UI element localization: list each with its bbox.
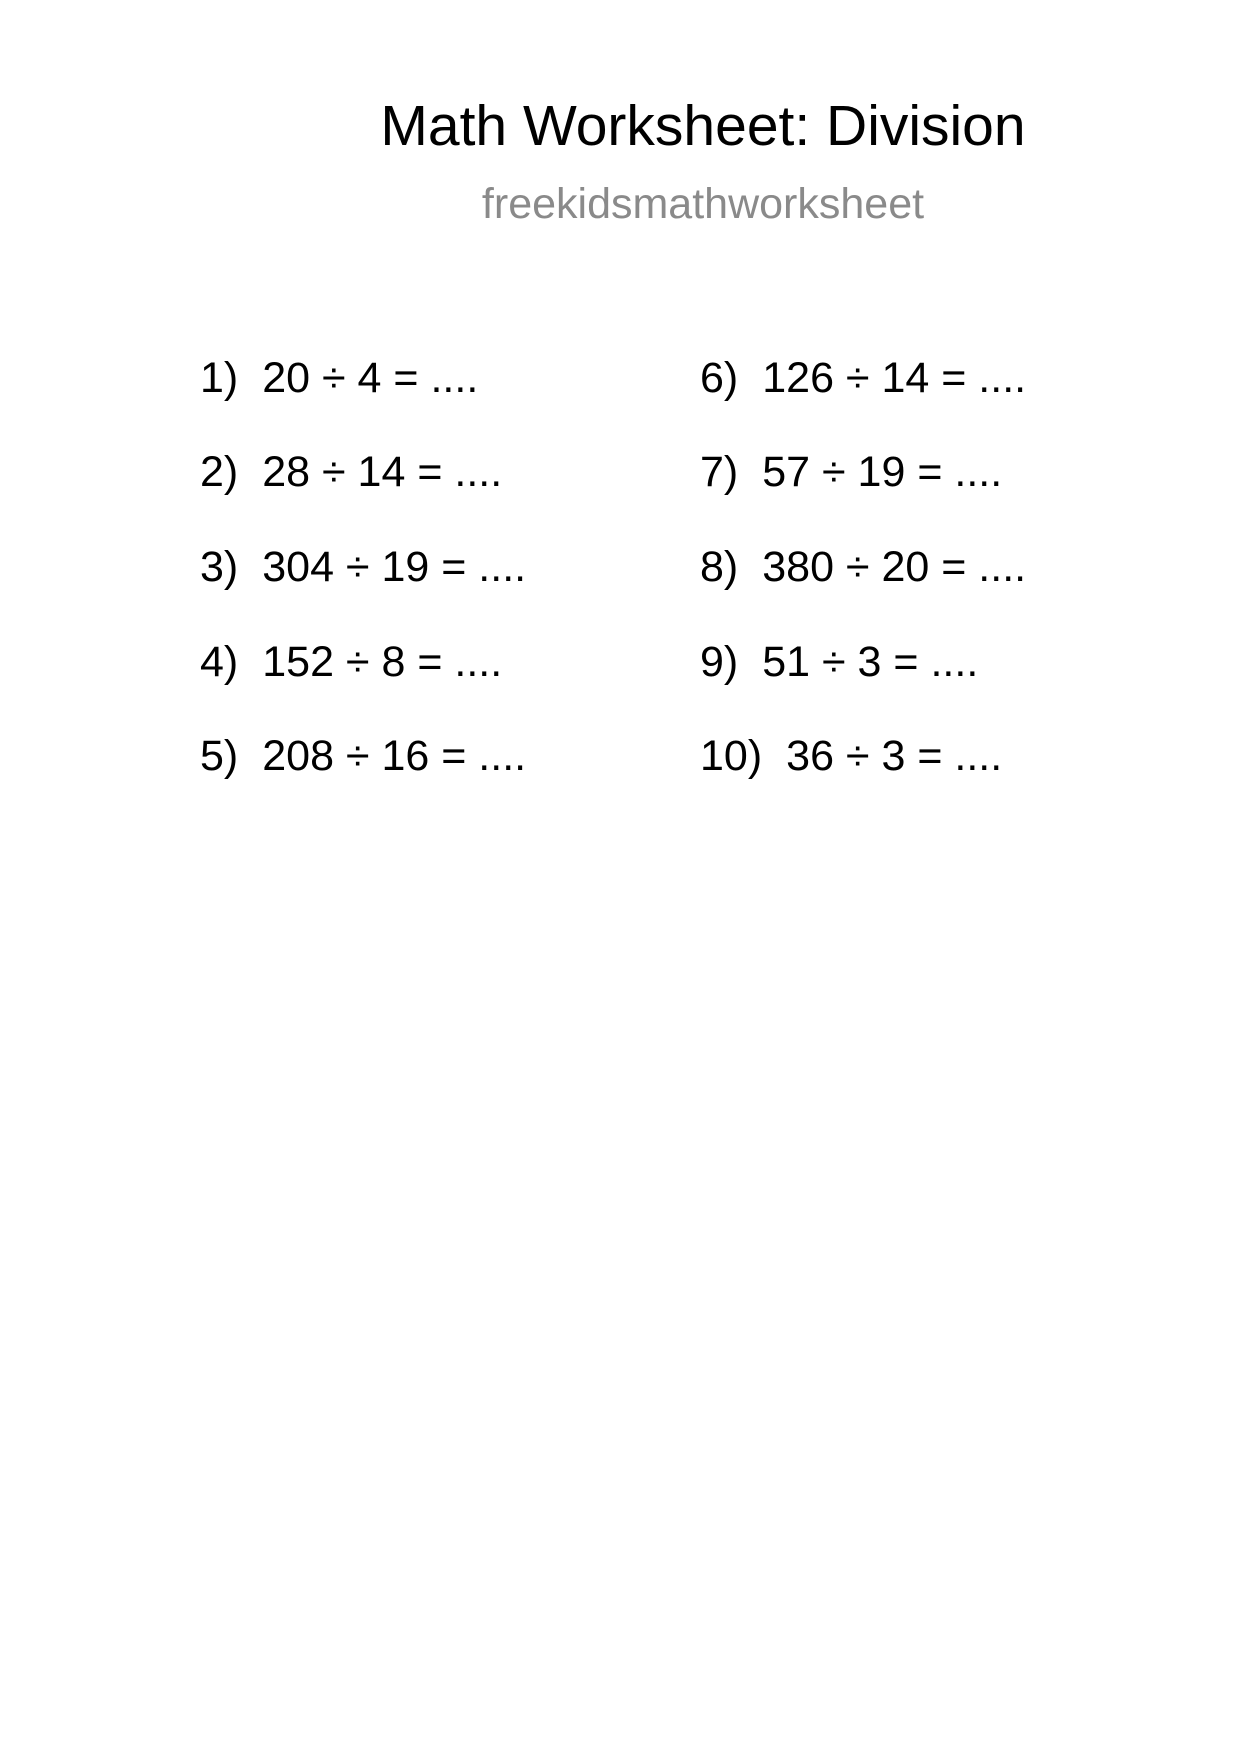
problem-item [200, 448, 503, 496]
problem-number: 6) [700, 354, 739, 402]
problem-expression: 51 ÷ 3 = .... [762, 638, 979, 686]
problem-number: 4) [200, 638, 239, 686]
problem-expression: 36 ÷ 3 = .... [786, 732, 1003, 780]
problem-number: 5) [200, 732, 239, 780]
problem-item [700, 638, 979, 686]
problem-number: 10) [700, 732, 763, 780]
page-subtitle: freekidsmathworksheet [481, 180, 925, 228]
problem-item [700, 354, 1027, 402]
problem-expression: 126 ÷ 14 = .... [762, 354, 1027, 402]
problem-expression: 304 ÷ 19 = .... [262, 543, 527, 591]
problem-number: 9) [700, 638, 739, 686]
problem-number: 3) [200, 543, 239, 591]
page-title: Math Worksheet: Division [380, 94, 1026, 158]
problem-item [200, 638, 503, 686]
problem-number: 7) [700, 448, 739, 496]
problem-expression: 152 ÷ 8 = .... [262, 638, 503, 686]
problem-expression: 20 ÷ 4 = .... [262, 354, 479, 402]
problem-item [700, 543, 1027, 591]
problem-item [200, 732, 527, 780]
problem-expression: 57 ÷ 19 = .... [762, 448, 1003, 496]
problem-expression: 380 ÷ 20 = .... [762, 543, 1027, 591]
problem-item [700, 732, 1003, 780]
problem-item [200, 354, 479, 402]
problem-expression: 28 ÷ 14 = .... [262, 448, 503, 496]
problem-expression: 208 ÷ 16 = .... [262, 732, 527, 780]
problem-number: 8) [700, 543, 739, 591]
problem-item [200, 543, 527, 591]
problem-item [700, 448, 1003, 496]
problem-number: 1) [200, 354, 239, 402]
problem-number: 2) [200, 448, 239, 496]
